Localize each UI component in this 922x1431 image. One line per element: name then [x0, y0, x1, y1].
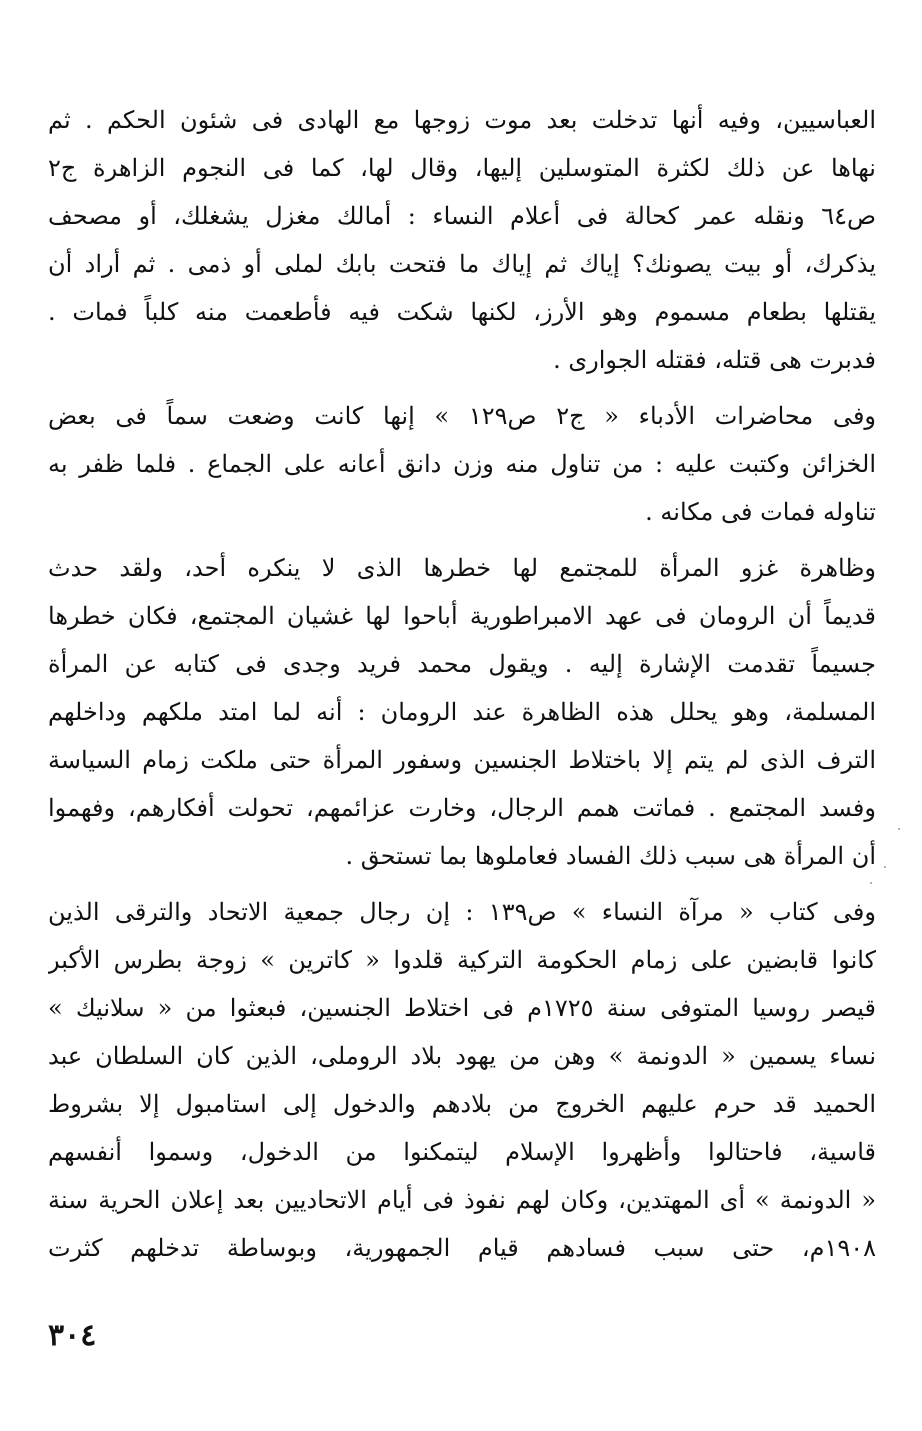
text-line: الخزائن وكتبت عليه : من تناول منه وزن دانق أعانه على الجماع . فلما ظفر به	[48, 450, 876, 478]
text-line: الترف الذى لم يتم إلا باختلاط الجنسين وسفور المرأة حتى ملكت زمام السياسة	[48, 746, 876, 774]
text-line: يقتلها بطعام مسموم وهو الأرز، لكنها شكت فيه فأطعمت منه كلباً فمات .	[48, 298, 876, 326]
scan-speck	[884, 866, 886, 868]
text-line: ١٩٠٨م، حتى سبب فسادهم قيام الجمهورية، وبوساطة تدخلهم كثرت	[48, 1234, 876, 1262]
text-line: المسلمة، وهو يحلل هذه الظاهرة عند الرومان : أنه لما امتد ملكهم وداخلهم	[48, 698, 876, 726]
text-line: فدبرت هى قتله، فقتله الجوارى .	[553, 346, 876, 374]
text-line: « الدونمة » أى المهتدين، وكان لهم نفوذ فى أيام الاتحاديين بعد إعلان الحرية سنة	[48, 1186, 876, 1214]
text-line: قديماً أن الرومان فى عهد الامبراطورية أباحوا لها غشيان المجتمع، فكان خطرها	[48, 602, 876, 630]
text-line: نهاها عن ذلك لكثرة المتوسلين إليها، وقال لها، كما فى النجوم الزاهرة ج٢	[48, 154, 876, 182]
text-line: العباسيين، وفيه أنها تدخلت بعد موت زوجها مع الهادى فى شئون الحكم . ثم	[48, 106, 876, 134]
text-line: نساء يسمين « الدونمة » وهن من يهود بلاد الروملى، الذين كان السلطان عبد	[48, 1042, 876, 1070]
text-line: يذكرك، أو بيت يصونك؟ إياك ثم إياك ما فتحت بابك لملى أو ذمى . ثم أراد أن	[48, 250, 876, 278]
text-line: جسيماً تقدمت الإشارة إليه . ويقول محمد فريد وجدى فى كتابه عن المرأة	[48, 650, 876, 678]
text-line: أن المرأة هى سبب ذلك الفساد فعاملوها بما تستحق .	[345, 842, 876, 870]
paragraph-3	[48, 544, 876, 880]
paragraph-2	[48, 392, 876, 536]
paragraph-4	[48, 888, 876, 1272]
text-line: وظاهرة غزو المرأة للمجتمع لها خطرها الذى لا ينكره أحد، ولقد حدث	[48, 554, 876, 582]
text-line: وفى محاضرات الأدباء « ج٢ ص١٢٩ » إنها كانت وضعت سماً فى بعض	[48, 402, 876, 430]
text-line: كانوا قابضين على زمام الحكومة التركية قلدوا « كاترين » زوجة بطرس الأكبر	[48, 946, 876, 974]
page-number: ٣٠٤	[48, 1318, 97, 1353]
text-line: وفسد المجتمع . فماتت همم الرجال، وخارت عزائمهم، تحولت أفكارهم، وفهموا	[48, 794, 876, 822]
text-line: قاسية، فاحتالوا وأظهروا الإسلام ليتمكنوا من الدخول، وسموا أنفسهم	[48, 1138, 876, 1166]
text-line: ص٦٤ ونقله عمر كحالة فى أعلام النساء : أمالك مغزل يشغلك، أو مصحف	[48, 202, 876, 230]
paragraph-1	[48, 96, 876, 384]
text-line: وفى كتاب « مرآة النساء » ص١٣٩ : إن رجال جمعية الاتحاد والترقى الذين	[48, 898, 876, 926]
text-line: قيصر روسيا المتوفى سنة ١٧٢٥م فى اختلاط الجنسين، فبعثوا من « سلانيك »	[48, 994, 876, 1022]
text-line: تناوله فمات فى مكانه .	[645, 498, 876, 526]
page-body	[48, 96, 876, 1280]
text-line: الحميد قد حرم عليهم الخروج من بلادهم والدخول إلى استامبول إلا بشروط	[48, 1090, 876, 1118]
scan-speck	[870, 882, 872, 884]
scan-speck	[898, 828, 900, 830]
